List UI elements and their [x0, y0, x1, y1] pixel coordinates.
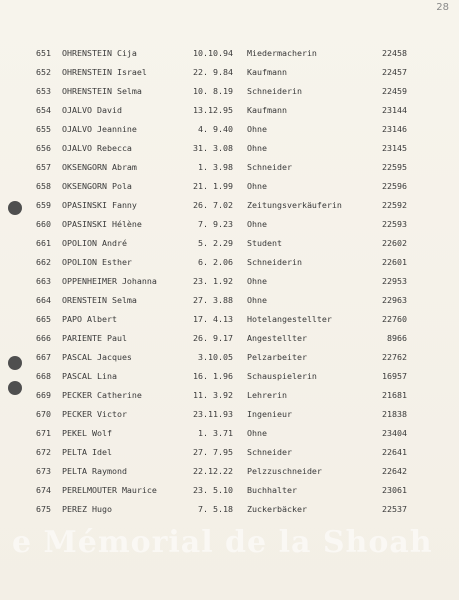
birth-date: 11. 3.92: [193, 390, 233, 400]
entry-number: 665: [36, 314, 51, 324]
person-name: OHRENSTEIN Cija: [62, 48, 137, 58]
list-row: [0, 329, 459, 348]
entry-number: 651: [36, 48, 51, 58]
occupation: Pelzzuschneider: [247, 466, 322, 476]
person-name: PEREZ Hugo: [62, 504, 112, 514]
occupation: Schneiderin: [247, 86, 302, 96]
record-id: 22602: [382, 238, 407, 248]
record-id: 22537: [382, 504, 407, 514]
birth-date: 26. 7.02: [193, 200, 233, 210]
occupation: Schneider: [247, 162, 292, 172]
record-id: 21681: [382, 390, 407, 400]
list-row: [0, 310, 459, 329]
entry-number: 672: [36, 447, 51, 457]
person-name: PECKER Victor: [62, 409, 127, 419]
entry-number: 670: [36, 409, 51, 419]
person-name: PEKEL Wolf: [62, 428, 112, 438]
record-id: 23404: [382, 428, 407, 438]
birth-date: 17. 4.13: [193, 314, 233, 324]
entry-number: 652: [36, 67, 51, 77]
record-id: 23144: [382, 105, 407, 115]
record-id: 8966: [387, 333, 407, 343]
person-name: OPPENHEIMER Johanna: [62, 276, 157, 286]
entry-number: 667: [36, 352, 51, 362]
birth-date: 3.10.05: [198, 352, 233, 362]
list-row: [0, 367, 459, 386]
record-id: 22953: [382, 276, 407, 286]
list-row: [0, 177, 459, 196]
birth-date: 31. 3.08: [193, 143, 233, 153]
person-name: OPOLION André: [62, 238, 127, 248]
person-name: ORENSTEIN Selma: [62, 295, 137, 305]
person-name: OHRENSTEIN Israel: [62, 67, 147, 77]
birth-date: 10. 8.19: [193, 86, 233, 96]
record-id: 22641: [382, 447, 407, 457]
occupation: Ohne: [247, 124, 267, 134]
occupation: Zuckerbäcker: [247, 504, 307, 514]
record-id: 22459: [382, 86, 407, 96]
entry-number: 666: [36, 333, 51, 343]
occupation: Schneider: [247, 447, 292, 457]
birth-date: 26. 9.17: [193, 333, 233, 343]
entry-number: 673: [36, 466, 51, 476]
entry-number: 664: [36, 295, 51, 305]
occupation: Pelzarbeiter: [247, 352, 307, 362]
list-row: [0, 481, 459, 500]
person-name: OJALVO David: [62, 105, 122, 115]
list-row: [0, 101, 459, 120]
list-row: [0, 234, 459, 253]
occupation: Ohne: [247, 428, 267, 438]
list-row: [0, 82, 459, 101]
entry-number: 663: [36, 276, 51, 286]
occupation: Kaufmann: [247, 67, 287, 77]
person-name: OPASINSKI Hélène: [62, 219, 142, 229]
entry-number: 661: [36, 238, 51, 248]
birth-date: 5. 2.29: [198, 238, 233, 248]
list-row: [0, 462, 459, 481]
occupation: Kaufmann: [247, 105, 287, 115]
record-id: 23146: [382, 124, 407, 134]
person-name: OKSENGORN Pola: [62, 181, 132, 191]
entry-number: 660: [36, 219, 51, 229]
record-id: 23145: [382, 143, 407, 153]
entry-number: 671: [36, 428, 51, 438]
entry-number: 675: [36, 504, 51, 514]
occupation: Lehrerin: [247, 390, 287, 400]
list-row: [0, 139, 459, 158]
person-name: PARIENTE Paul: [62, 333, 127, 343]
record-id: 22592: [382, 200, 407, 210]
person-name: OJALVO Rebecca: [62, 143, 132, 153]
list-row: [0, 215, 459, 234]
list-row: [0, 291, 459, 310]
birth-date: 23. 5.10: [193, 485, 233, 495]
record-id: 16957: [382, 371, 407, 381]
person-name: PELTA Raymond: [62, 466, 127, 476]
record-id: 22601: [382, 257, 407, 267]
person-name: OJALVO Jeannine: [62, 124, 137, 134]
person-name: PASCAL Lina: [62, 371, 117, 381]
person-name: OPOLION Esther: [62, 257, 132, 267]
person-name: PASCAL Jacques: [62, 352, 132, 362]
list-row: [0, 120, 459, 139]
list-row: [0, 158, 459, 177]
record-id: 22762: [382, 352, 407, 362]
record-id: 22596: [382, 181, 407, 191]
list-row: [0, 272, 459, 291]
birth-date: 1. 3.71: [198, 428, 233, 438]
list-row: [0, 424, 459, 443]
occupation: Ohne: [247, 181, 267, 191]
occupation: Zeitungsverkäuferin: [247, 200, 342, 210]
birth-date: 4. 9.40: [198, 124, 233, 134]
occupation: Ohne: [247, 143, 267, 153]
list-row: [0, 443, 459, 462]
person-name: PAPO Albert: [62, 314, 117, 324]
person-name: OPASINSKI Fanny: [62, 200, 137, 210]
list-row: [0, 196, 459, 215]
record-id: 22458: [382, 48, 407, 58]
entry-number: 657: [36, 162, 51, 172]
record-id: 22595: [382, 162, 407, 172]
record-id: 23061: [382, 485, 407, 495]
list-row: [0, 253, 459, 272]
person-name: OHRENSTEIN Selma: [62, 86, 142, 96]
occupation: Ohne: [247, 295, 267, 305]
occupation: Miedermacherin: [247, 48, 317, 58]
occupation: Ohne: [247, 219, 267, 229]
entry-number: 655: [36, 124, 51, 134]
list-row: [0, 386, 459, 405]
record-id: 22593: [382, 219, 407, 229]
list-row: [0, 405, 459, 424]
birth-date: 23.11.93: [193, 409, 233, 419]
watermark: e Mémorial de la Shoah: [12, 525, 433, 560]
birth-date: 27. 7.95: [193, 447, 233, 457]
list-row: [0, 348, 459, 367]
occupation: Student: [247, 238, 282, 248]
occupation: Angestellter: [247, 333, 307, 343]
list-row: [0, 63, 459, 82]
entry-number: 674: [36, 485, 51, 495]
record-id: 22963: [382, 295, 407, 305]
occupation: Buchhalter: [247, 485, 297, 495]
birth-date: 1. 3.98: [198, 162, 233, 172]
occupation: Schneiderin: [247, 257, 302, 267]
person-name: PELTA Idel: [62, 447, 112, 457]
entry-number: 659: [36, 200, 51, 210]
record-id: 22642: [382, 466, 407, 476]
birth-date: 21. 1.99: [193, 181, 233, 191]
birth-date: 22. 9.84: [193, 67, 233, 77]
birth-date: 6. 2.06: [198, 257, 233, 267]
birth-date: 16. 1.96: [193, 371, 233, 381]
occupation: Hotelangestellter: [247, 314, 332, 324]
entry-number: 668: [36, 371, 51, 381]
entry-number: 653: [36, 86, 51, 96]
birth-date: 7. 9.23: [198, 219, 233, 229]
deportation-list: [0, 44, 459, 519]
record-id: 21838: [382, 409, 407, 419]
entry-number: 669: [36, 390, 51, 400]
entry-number: 656: [36, 143, 51, 153]
birth-date: 7. 5.18: [198, 504, 233, 514]
birth-date: 13.12.95: [193, 105, 233, 115]
page-number: 28: [436, 2, 449, 13]
occupation: Ohne: [247, 276, 267, 286]
entry-number: 658: [36, 181, 51, 191]
birth-date: 27. 3.88: [193, 295, 233, 305]
list-row: [0, 500, 459, 519]
birth-date: 22.12.22: [193, 466, 233, 476]
entry-number: 662: [36, 257, 51, 267]
entry-number: 654: [36, 105, 51, 115]
person-name: PECKER Catherine: [62, 390, 142, 400]
list-row: [0, 44, 459, 63]
person-name: OKSENGORN Abram: [62, 162, 137, 172]
record-id: 22760: [382, 314, 407, 324]
record-id: 22457: [382, 67, 407, 77]
occupation: Ingenieur: [247, 409, 292, 419]
birth-date: 23. 1.92: [193, 276, 233, 286]
birth-date: 10.10.94: [193, 48, 233, 58]
occupation: Schauspielerin: [247, 371, 317, 381]
person-name: PERELMOUTER Maurice: [62, 485, 157, 495]
